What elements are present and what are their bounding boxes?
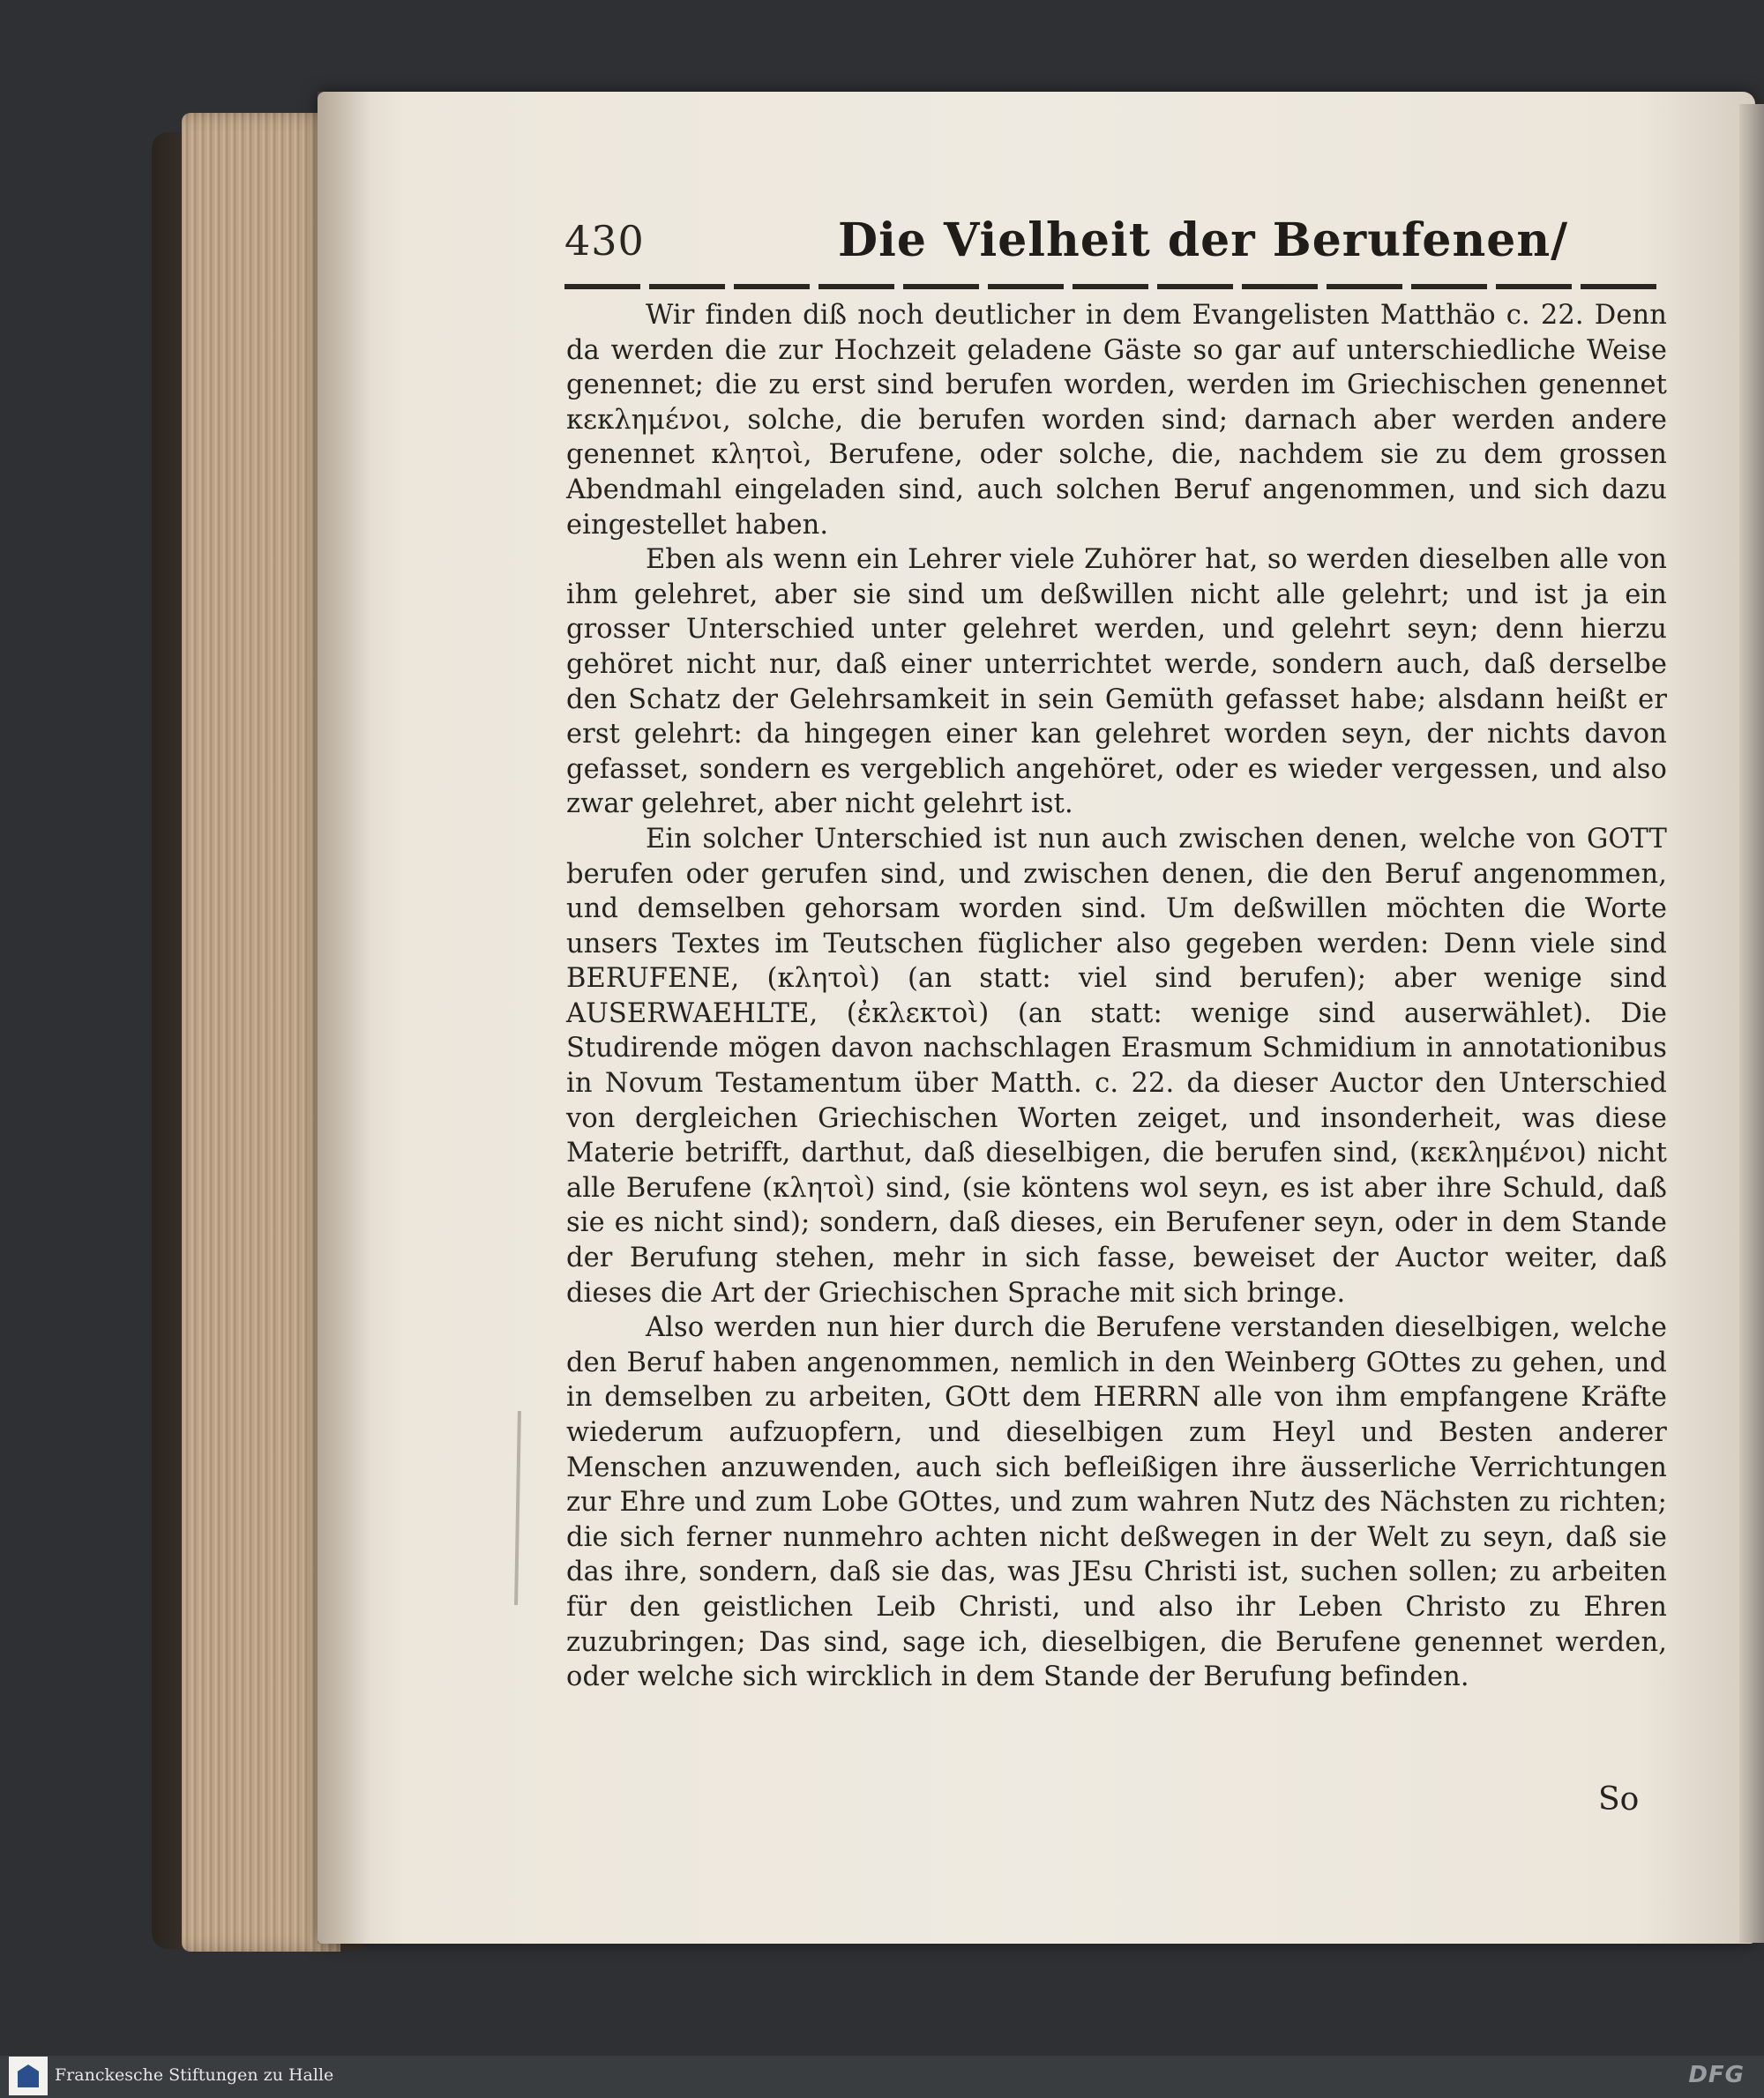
paragraph-3: Ein solcher Unterschied ist nun auch zwischen denen, welche von GOTT berufen oder gerufen sind, und zwischen denen, die den Beruf angenommen, und demselben gehorsam worden sind. Um deßwillen möchten die Worte unsers Textes im Teutschen füglicher also gegeben werden: Denn viele sind BERUFENE, (κλητοὶ) (an statt: viel sind berufen); aber wenige sind AUSERWAEHLTE, (ἐκλεκτοὶ) (an statt: wenige sind auserwählet). Die Studirende mögen davon nachschlagen Erasmum Schmidium in annotationibus in Novum Testamentum über Matth. c. 22. da dieser Auctor den Unterschied von dergleichen Griechischen Worten zeiget, und insonderheit, was diese Materie betrifft, darthut, daß dieselbigen, die berufen sind, (κεκλημένοι) nicht alle Berufene (κλητοὶ) sind, (sie köntens wol seyn, es ist aber ihre Schuld, daß sie es nicht sind); sondern, daß dieses, ein Berufener seyn, oder in dem Stande der Berufung stehen, mehr in sich fasse, beweiset der Auctor weiter, daß dieses die Art der Griechischen Sprache mit sich bringe. <box>566 823 1667 1309</box>
facing-page-edge <box>1739 104 1764 1943</box>
page-edges <box>182 113 340 1952</box>
institution-name[interactable]: Franckesche Stiftungen zu Halle <box>55 2065 334 2085</box>
header-rule <box>564 284 1665 289</box>
gutter-shadow <box>318 92 370 1944</box>
paragraph-4: Also werden nun hier durch die Berufene verstanden dieselbigen, welche den Beruf haben angenommen, nemlich in den Weinberg GOttes zu gehen, und in demselben zu arbeiten, GOtt dem HERRN alle von ihm empfangene Kräfte wiederum aufzuopfern, und dieselbigen zum Heyl und Besten anderer Menschen anzuwenden, auch sich befleißigen ihre äusserliche Verrichtungen zur Ehre und zum Lobe GOttes, und zum wahren Nutz des Nächsten zu richten; die sich ferner nunmehro achten nicht deßwegen in der Welt zu seyn, daß sie das ihre, sondern, daß sie das, was JEsu Christi ist, suchen sollen; zu arbeiten für den geistlichen Leib Christi, und also ihr Leben Christo zu Ehren zuzubringen; Das sind, sage ich, dieselbigen, die Berufene genennet werden, oder welche sich wircklich in dem Stande der Berufung befinden. <box>566 1312 1667 1693</box>
body-text <box>566 298 1667 1695</box>
catchword: So <box>1598 1781 1640 1818</box>
page-number: 430 <box>564 217 645 265</box>
dfg-logo[interactable]: DFG <box>1688 2062 1745 2088</box>
running-title: Die Vielheit der Berufenen/ <box>838 213 1569 267</box>
running-head <box>564 213 1667 270</box>
paragraph-1: Wir finden diß noch deutlicher in dem Evangelisten Matthäo c. 22. Denn da werden die zur Hochzeit geladene Gäste so gar auf unterschiedliche Weise genennet; die zu erst sind berufen worden, werden im Griechischen genennet κεκλημένοι, solche, die berufen worden sind; darnach aber werden andere genennet κλητοὶ, Berufene, oder solche, die, nachdem sie zu dem grossen Abendmahl eingeladen sind, auch solchen Beruf angenommen, und sich dazu eingestellet haben. <box>566 300 1667 541</box>
institution-logo-icon[interactable] <box>9 2057 48 2095</box>
paragraph-2: Eben als wenn ein Lehrer viele Zuhörer hat, so werden dieselben alle von ihm gelehret, aber sie sind um deßwillen nicht alle gelehrt; und ist ja ein grosser Unterschied unter gelehret werden, und gelehrt seyn; denn hierzu gehöret nicht nur, daß einer unterrichtet werde, sondern auch, daß derselbe den Schatz der Gelehrsamkeit in sein Gemüth gefasset habe; alsdann heißt er erst gelehrt: da hingegen einer kan gelehret worden seyn, der nichts davon gefasset, sondern es vergeblich angehöret, oder es wieder vergessen, und also zwar gelehret, aber nicht gelehrt ist. <box>566 544 1667 820</box>
